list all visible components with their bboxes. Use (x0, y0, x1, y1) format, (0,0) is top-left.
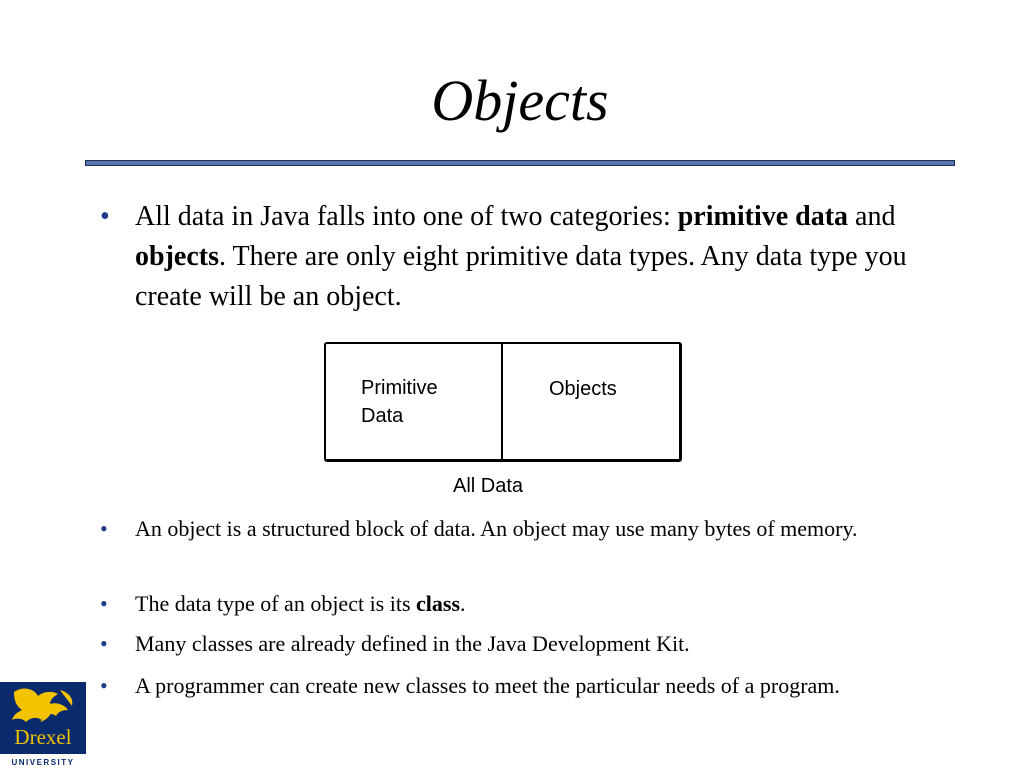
bullet-text-part: and (848, 201, 896, 232)
bullet-text (135, 587, 940, 620)
bullet-text-part: . There are only eight primitive data types. Any data type you create will be an object. (135, 241, 907, 312)
diagram-divider (501, 342, 503, 462)
diagram-objects-label: Objects (549, 378, 617, 400)
bullet-marker: • (100, 673, 108, 698)
bullet-text: An object is a structured block of data. An object may use many bytes of memory. (135, 516, 858, 541)
logo-subtitle: UNIVERSITY (11, 758, 75, 767)
bullet-text-part: All data in Java falls into one of two categories: (135, 201, 678, 232)
dragon-icon (0, 682, 86, 768)
bullet-text: Many classes are already defined in the Java Development Kit. (135, 631, 690, 656)
bullet-marker: • (100, 201, 110, 232)
bullet-marker: • (100, 631, 108, 656)
drexel-logo (0, 682, 86, 768)
data-categories-diagram (324, 342, 682, 462)
slide-title: Objects (431, 68, 609, 133)
bullet-text-part: . (460, 591, 466, 616)
diagram-primitive-label (361, 374, 481, 430)
diagram-primitive-line: Data (361, 405, 404, 427)
bullet-marker: • (100, 516, 108, 541)
bullet-emphasis: class (416, 591, 461, 616)
bullet-text (135, 197, 935, 317)
bullet-marker: • (100, 591, 108, 616)
bullet-text: A programmer can create new classes to meet the particular needs of a program. (135, 673, 840, 698)
bullet-emphasis: primitive data (677, 201, 849, 232)
logo-wordmark: Drexel (14, 725, 72, 749)
diagram-primitive-line: Primitive (361, 377, 438, 399)
bullet-emphasis: objects (135, 241, 219, 272)
diagram-caption: All Data (453, 475, 524, 497)
bullet-text-part: The data type of an object is its (135, 591, 417, 616)
